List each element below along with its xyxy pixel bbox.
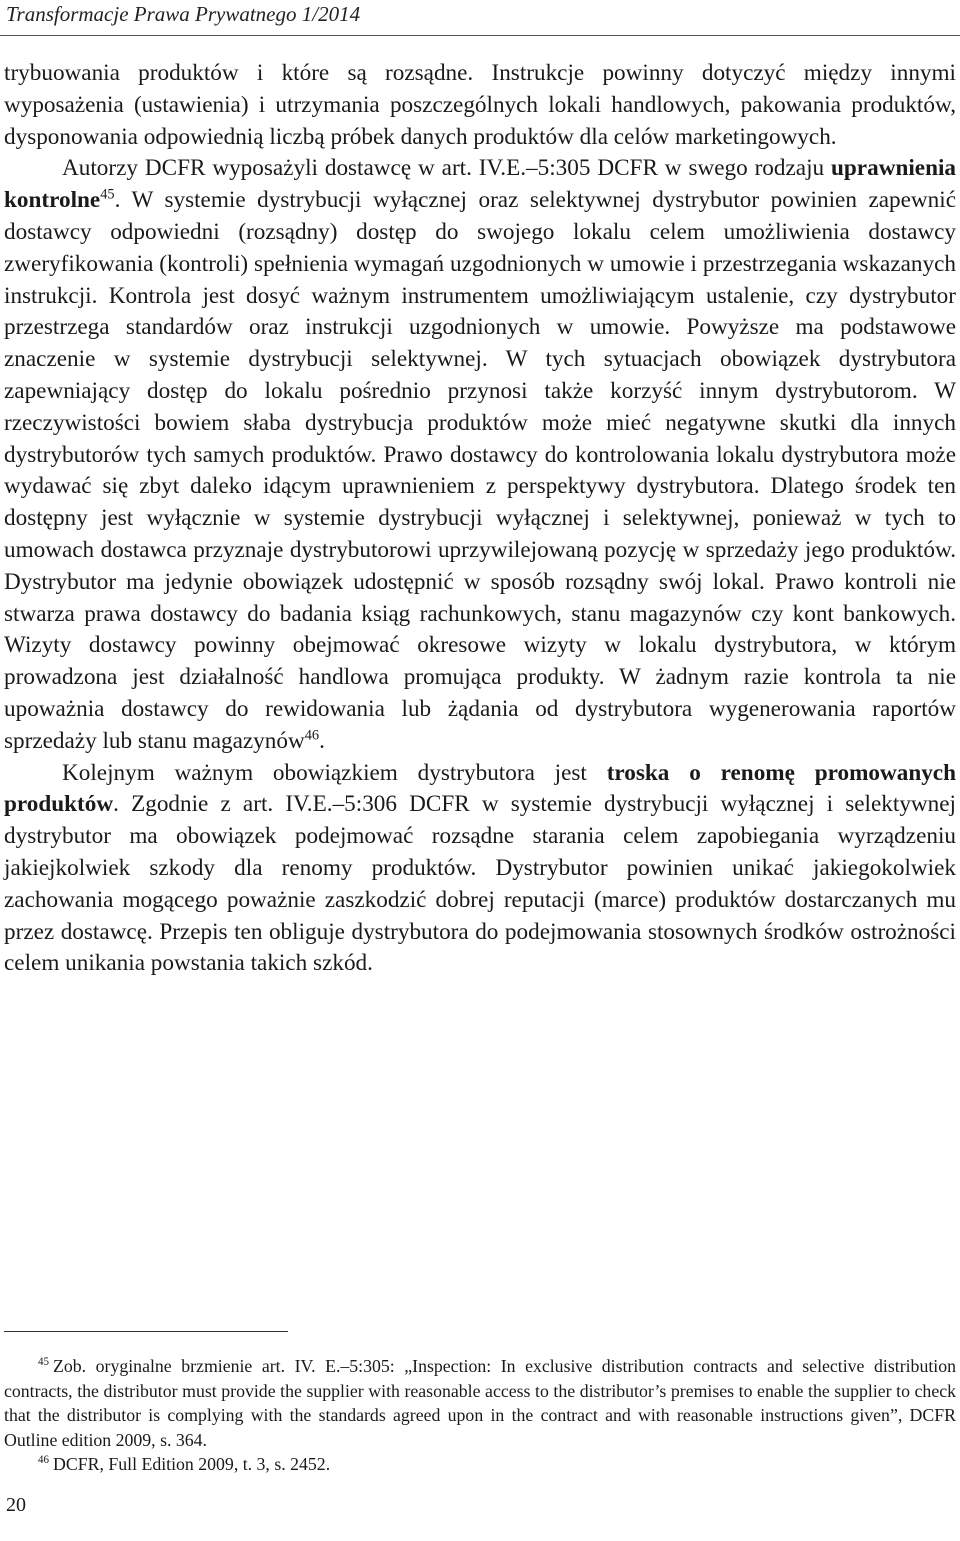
paragraph-2-intro: Autorzy DCFR wyposażyli dostawcę w art. IV.E.–5:305 DCFR w swego rodzaju <box>62 155 832 182</box>
footnote-ref-45[interactable]: 45 <box>100 186 115 203</box>
footnote-45 <box>4 1354 956 1452</box>
paragraph-2-body: . W systemie dystrybucji wyłącznej oraz selektywnej dystrybutor powinien zapewnić dostawcy odpowiedni (rozsądny) dostęp do swojego lokalu celem umożliwienia dostawcy zweryfikowania (kontroli) spełnienia wymagań uzgodnionych w umowie i przestrzegania wskazanych instrukcji. Kontrola jest dosyć ważnym instrumentem umożliwiającym ustalenie, czy dystrybutor przestrzega standardów oraz instrukcji uzgodnionych w umowie. Powyższe ma podstawowe znaczenie w systemie dystrybucji selektywnej. W tych sytuacjach obowiązek dystrybutora zapewniający dostęp do lokalu pośrednio przynosi także korzyść innym dystrybutorom. W rzeczywistości bowiem słaba dystrybucja produktów może mieć negatywne skutki dla innych dystrybutorów tych samych produktów. Prawo dostawcy do kontrolowania lokalu dystrybutora może wydawać się zbyt daleko idącym uprawnieniem z perspektywy dystrybutora. Dlatego środek ten dostępny jest wyłącznie w systemie dystrybucji wyłącznej i selektywnej, ponieważ w tych to umowach dostawca przyznaje dystrybutorowi uprzywilejowaną pozycję w sprzedaży jego produktów. Dystrybutor ma jedynie obowiązek udostępnić w sposób rozsądny swój lokal. Prawo kontroli nie stwarza prawa dostawcy do badania ksiąg rachunkowych, stanu magazynów czy kont bankowych. Wizyty dostawcy powinny obejmować okresowe wizyty w lokalu dystrybutora, w którym prowadzona jest działalność handlowa promująca produkty. W żadnym razie kontrola ta nie upoważnia dostawcy do rewidowania lub żądania od dystrybutora wygenerowania raportów sprzedaży lub stanu magazynów <box>4 187 956 754</box>
footnote-text: Zob. oryginalne brzmienie art. IV. E.–5:305: „Inspection: In exclusive distribution contracts and selective distribution contracts, the distributor must provide the supplier with reasonable access to the distributor’s premises to enable the supplier to check that the distributor is complying with the standards agreed upon in the contract and with reasonable instructions given”, DCFR Outline edition 2009, s. 364. <box>4 1356 956 1450</box>
paragraph-1: trybuowania produktów i które są rozsądne. Instrukcje powinny dotyczyć między innymi wyposażenia (ustawienia) i utrzymania poszczególnych lokali handlowych, pakowania produktów, dysponowania odpowiednią liczbą próbek danych produktów dla celów marketingowych. <box>4 60 956 150</box>
running-header: Transformacje Prawa Prywatnego 1/2014 <box>6 2 361 26</box>
footnote-ref-46[interactable]: 46 <box>304 727 320 743</box>
footnote-text: DCFR, Full Edition 2009, t. 3, s. 2452. <box>53 1454 331 1474</box>
page-number: 20 <box>6 1494 26 1516</box>
footnotes <box>4 1354 956 1477</box>
header-divider <box>0 35 960 36</box>
paragraph-3-bold-term: troska o renomę promowanych produktów <box>4 759 956 818</box>
paragraph-3 <box>4 758 956 981</box>
paragraph-3-intro: Kolejnym ważnym obowiązkiem dystrybutora jest <box>62 759 607 786</box>
footnote-mark: 45 <box>38 1356 50 1369</box>
main-text <box>4 58 956 980</box>
paragraph-2-end: . <box>319 727 325 754</box>
footnote-mark: 46 <box>38 1454 50 1467</box>
footnote-divider <box>4 1331 288 1332</box>
paragraph-3-body: . Zgodnie z art. IV.E.–5:306 DCFR w systemie dystrybucji wyłącznej i selektywnej dystrybutor ma obowiązek podejmować rozsądne starania celem zapobiegania wyrządzeniu jakiejkolwiek szkody dla renomy produktów. Dystrybutor powinien unikać jakiegokolwiek zachowania mogącego poważnie zaszkodzić dobrej reputacji (marce) produktów dostarczanych mu przez dostawcę. Przepis ten obliguje dystrybutora do podejmowania stosownych środków ostrożności celem unikania powstania takich szkód. <box>4 791 956 977</box>
paragraph-2 <box>4 153 956 757</box>
paragraph-2-bold-term: uprawnienia kontrolne <box>4 155 956 214</box>
footnote-46 <box>4 1452 956 1477</box>
